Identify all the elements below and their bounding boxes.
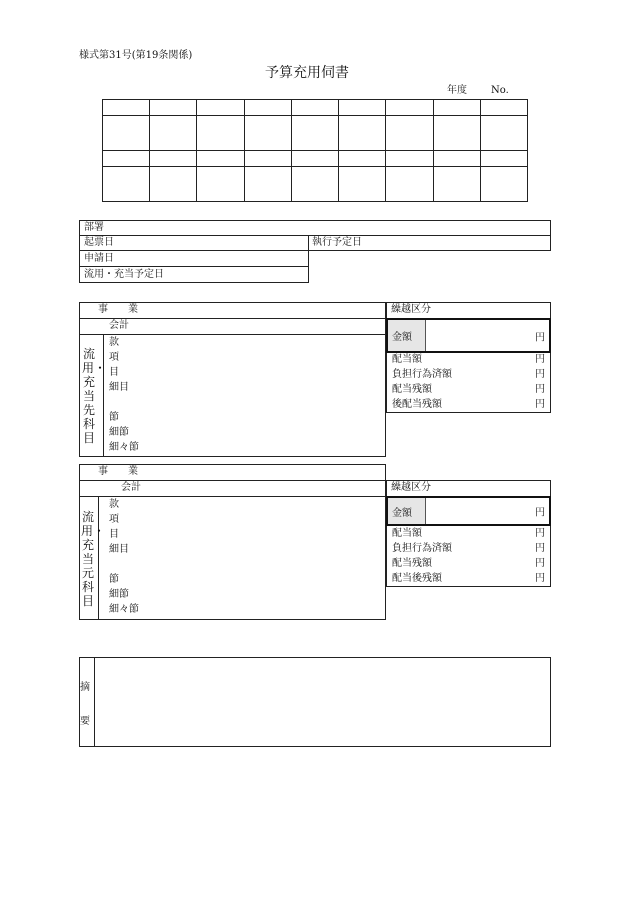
source-detail-row: 負担行為済額 円	[392, 543, 545, 554]
dest-item: 細節	[109, 427, 129, 438]
approval-stamp-cell[interactable]	[386, 167, 433, 202]
approval-stamp-cell[interactable]	[339, 116, 386, 151]
summary-label-top: 摘	[80, 682, 90, 693]
source-item: 節	[109, 574, 119, 585]
approval-header-cell[interactable]	[103, 100, 150, 116]
source-detail-row: 配当後残額 円	[392, 573, 545, 584]
source-detail-row: 配当残額 円	[392, 558, 545, 569]
approval-header-cell[interactable]	[291, 100, 338, 116]
approval-stamp-cell[interactable]	[103, 167, 150, 202]
approval-stamp-cell[interactable]	[291, 167, 338, 202]
source-side-label: 流用・充当元科目	[81, 510, 106, 608]
divider	[103, 334, 104, 457]
approval-header-cell[interactable]	[339, 100, 386, 116]
approval-header-cell[interactable]	[339, 151, 386, 167]
application-date-label: 申請日	[84, 253, 114, 264]
divider	[98, 496, 99, 620]
number-label: No.	[491, 85, 509, 96]
approval-stamp-cell[interactable]	[339, 167, 386, 202]
department-label: 部署	[84, 222, 104, 233]
fiscal-year-label: 年度	[447, 85, 467, 96]
approval-header-cell[interactable]	[150, 151, 197, 167]
approval-stamp-cell[interactable]	[291, 116, 338, 151]
dest-item: 款	[109, 337, 119, 348]
divider	[79, 318, 386, 319]
approval-header-cell[interactable]	[103, 151, 150, 167]
source-carryover-label: 繰越区分	[391, 482, 431, 493]
yen-unit: 円	[535, 332, 545, 343]
approval-stamp-cell[interactable]	[150, 116, 197, 151]
source-item: 細節	[109, 589, 129, 600]
approval-stamp-cell[interactable]	[386, 116, 433, 151]
divider	[308, 235, 309, 251]
transfer-date-label: 流用・充当予定日	[84, 269, 164, 280]
divider	[79, 480, 386, 481]
approval-header-cell[interactable]	[197, 100, 244, 116]
source-amount-label: 金額	[388, 498, 426, 524]
dest-amount-label: 金額	[388, 320, 426, 351]
approval-header-cell[interactable]	[480, 151, 527, 167]
approval-stamp-cell[interactable]	[433, 116, 480, 151]
dest-detail-row: 負担行為済額 円	[392, 369, 545, 380]
dest-item: 項	[109, 352, 119, 363]
source-item: 項	[109, 514, 119, 525]
summary-label-bottom: 要	[80, 716, 90, 727]
form-number: 様式第31号(第19条関係)	[79, 50, 193, 61]
divider	[94, 657, 95, 747]
source-item: 款	[109, 499, 119, 510]
approval-header-cell[interactable]	[386, 151, 433, 167]
dest-item: 目	[109, 367, 119, 378]
dest-account-label: 会計	[109, 320, 129, 331]
approval-stamp-cell[interactable]	[480, 167, 527, 202]
execution-date-label: 執行予定日	[312, 237, 362, 248]
approval-header-cell[interactable]	[480, 100, 527, 116]
approval-header-cell[interactable]	[433, 151, 480, 167]
divider	[79, 235, 551, 236]
yen-unit: 円	[535, 507, 545, 519]
approval-stamp-cell[interactable]	[197, 167, 244, 202]
source-amount-field[interactable]	[386, 496, 551, 526]
divider	[79, 266, 309, 267]
dest-item: 細々節	[109, 442, 139, 453]
approval-header-cell[interactable]	[150, 100, 197, 116]
source-item: 細々節	[109, 604, 139, 615]
dest-amount-field[interactable]	[386, 318, 551, 353]
approval-stamp-cell[interactable]	[244, 116, 291, 151]
summary-input-area[interactable]	[96, 659, 549, 745]
source-project-label: 事 業	[98, 466, 138, 477]
dest-detail-row: 配当額 円	[392, 354, 545, 365]
approval-stamp-cell[interactable]	[244, 167, 291, 202]
approval-stamp-cell[interactable]	[150, 167, 197, 202]
dest-item: 節	[109, 412, 119, 423]
divider	[79, 334, 386, 335]
approval-stamp-cell[interactable]	[103, 116, 150, 151]
source-detail-row: 配当額 円	[392, 528, 545, 539]
approval-stamp-cell[interactable]	[480, 116, 527, 151]
dest-carryover-label: 繰越区分	[391, 304, 431, 315]
dest-project-label: 事 業	[98, 304, 138, 315]
dest-side-label: 流用・充当先科目	[82, 347, 107, 445]
approval-header-cell[interactable]	[197, 151, 244, 167]
source-item: 目	[109, 529, 119, 540]
approval-header-cell[interactable]	[244, 151, 291, 167]
approval-header-cell[interactable]	[433, 100, 480, 116]
source-item: 細目	[109, 544, 129, 555]
dest-item: 細目	[109, 382, 129, 393]
approval-header-cell[interactable]	[291, 151, 338, 167]
approval-header-cell[interactable]	[386, 100, 433, 116]
approval-stamp-grid	[102, 99, 528, 201]
draft-date-label: 起票日	[84, 237, 114, 248]
dest-detail-row: 配当残額 円	[392, 384, 545, 395]
approval-header-cell[interactable]	[244, 100, 291, 116]
approval-stamp-cell[interactable]	[197, 116, 244, 151]
source-account-label: 会計	[121, 482, 141, 493]
dest-detail-row: 後配当残額 円	[392, 399, 545, 410]
approval-stamp-cell[interactable]	[433, 167, 480, 202]
divider	[79, 496, 386, 497]
page-title: 予算充用伺書	[265, 65, 349, 81]
